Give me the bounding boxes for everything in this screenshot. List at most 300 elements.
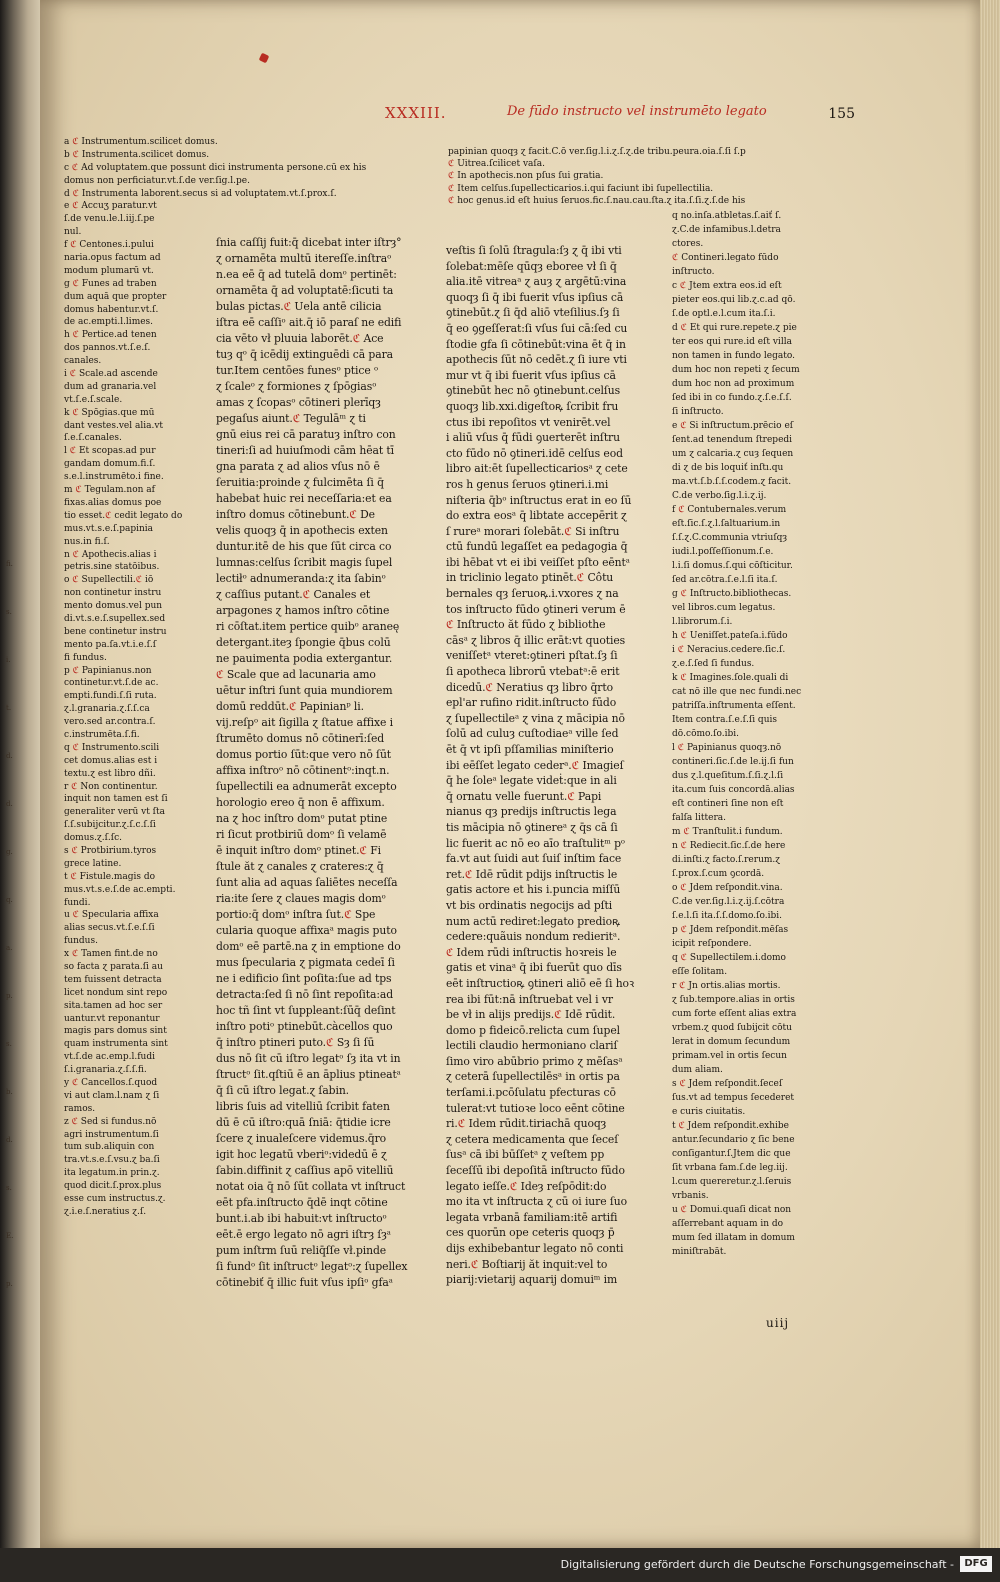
text-line: ſtrumēto domus nō cōtinerī:ſed: [216, 732, 385, 745]
paragraph-mark-icon: ℭ: [446, 618, 454, 632]
gloss-line: vt.ſ.e.ſ.scale.: [64, 394, 123, 405]
gloss-line: s.e.l.instrumēto.i fine.: [64, 472, 164, 483]
gloss-line: dos pannos.vt.ſ.e.ſ.: [64, 343, 151, 354]
gloss-line: c ℭ Ad voluptatem.que possunt dici instrumenta persone.cū ex his: [64, 162, 367, 173]
paragraph-mark-icon: ℭ: [72, 665, 79, 676]
text-line: ɀ ſcaleᵒ ɀ formiones ɀ ſpōgiasᵒ: [216, 380, 377, 393]
gloss-line: Item contra.ſ.e.ſ.ſi quis: [672, 715, 777, 725]
text-line: ornamēta q̄ ad voluptatē:ſicuti ta: [216, 284, 394, 297]
gloss-line: quod dicit.ſ.prox.plus: [64, 1181, 162, 1192]
spine-fragment: d.: [6, 800, 13, 808]
text-line: ꝯtinebūt hec nō ꝯtinebunt.celſus: [446, 384, 621, 398]
text-line: quoqȝ ſi q̄ ibi fuerit vſus ipſius cā: [446, 290, 624, 304]
gloss-line: fi fundus.: [64, 652, 107, 663]
text-line: vij.reſpᵒ ait ſigilla ɀ ſtatue affixe i: [216, 716, 393, 729]
text-line: lic fuerit ac nō eo aīo traſtulitᵐ pᵒ: [446, 836, 625, 850]
text-line: veniſſetᵃ vteret:ꝯtineri pſtat.ſȝ ſi: [446, 649, 618, 663]
paragraph-mark-icon: ℭ: [509, 1179, 518, 1193]
spine-fragment: d.: [6, 1136, 13, 1144]
text-line: ɀ ceterā ſupellectilēsᵃ in ortis pa: [446, 1070, 620, 1084]
text-line: velis quoqȝ q̄ in apothecis exten: [216, 524, 388, 537]
gloss-line: q ℭ Instrumento.scili: [64, 742, 160, 753]
text-line: ſtructᵒ ſit.qſtiū ē an āplius ptineatᵃ: [216, 1068, 401, 1081]
text-line: domū reddūt.ℭ Papinianᵖ li.: [216, 700, 364, 713]
text-line: tulerat:vt tutioꝛe loco eēnt cōtine: [446, 1101, 625, 1115]
text-line: domus portio ſūt:que vero nō ſūt: [216, 748, 392, 761]
gloss-line: petris.sine statōibus.: [64, 562, 160, 573]
running-title: De fūdo instructo vel instrumēto legato: [507, 104, 767, 119]
text-line: tur.Item centōes funesᵒ ptice ᵒ: [216, 364, 379, 377]
gloss-line: ramos.: [64, 1103, 96, 1114]
gloss-line: vrbanis.: [672, 1191, 709, 1201]
text-line: cāsᵃ ɀ libros q̄ illic erāt:vt quoties: [446, 633, 626, 647]
text-line: veſtis ſi ſolū ſtragula:ſȝ ɀ q̄ ibi vti: [446, 244, 622, 257]
gloss-line: h ℭ Ueniſſet.pateſa.i.fūdo: [672, 631, 788, 641]
spine-fragment: s.: [6, 608, 12, 616]
gloss-line: l.i.ſi domus.ſ.qui cōſticitur.: [672, 561, 793, 571]
text-line: portio:q̄ domᵒ inſtra ſut.ℭ Spe: [216, 908, 376, 921]
text-line: ria:ite ſere ɀ claues magis domᵒ: [216, 892, 386, 905]
text-line: bunt.i.ab ibi habuit:vt inſtructoᵒ: [216, 1212, 387, 1225]
text-line: dicedū.ℭ Neratius qȝ libro q̄rto: [446, 680, 613, 694]
gloss-line: f ℭ Contubernales.verum: [672, 505, 787, 515]
paragraph-mark-icon: ℭ: [69, 369, 77, 380]
text-line: ne i edificio ſint poſita:ſue ad tps: [216, 972, 392, 985]
paragraph-mark-icon: ℭ: [71, 949, 79, 960]
gloss-line: t ℭ Fistule.magis do: [64, 871, 156, 882]
paragraph-mark-icon: ℭ: [302, 588, 311, 601]
paragraph-mark-icon: ℭ: [683, 827, 690, 837]
gloss-line: n ℭ Rediecit.ſic.ſ.de here: [672, 841, 786, 851]
gloss-line: mus.vt.s.e.ſ.papinia: [64, 523, 154, 534]
gloss-line: fixas.alias domus poe: [64, 497, 162, 508]
gloss-line: c ℭ Jtem extra eos.id eſt: [672, 281, 782, 291]
spine-fragment: s.: [6, 1184, 12, 1192]
text-line: alia.itē vitreaᵃ ɀ auȝ ɀ argētū:vina: [446, 275, 627, 289]
text-line: lumnas:celſus ſcribit magis ſupel: [216, 556, 393, 569]
gloss-line: ſed ibi in co fundo.ɀ.ſ.e.ſ.ſ.: [672, 393, 792, 403]
text-line: niſteria q̄bᵒ inſtructus erat in eo ſū: [446, 493, 632, 507]
text-line: ɀ cetera medicamenta que ſeceſ: [446, 1132, 619, 1146]
paragraph-mark-icon: ℭ: [292, 412, 301, 425]
gloss-line: m ℭ Tegulam.non af: [64, 485, 155, 496]
gloss-line: p ℭ Jdem reſpondit.mēſas: [672, 925, 789, 935]
paragraph-mark-icon: ℭ: [446, 945, 454, 959]
gloss-line: iudi.l.poſſeſſionum.ſ.e.: [672, 547, 774, 557]
text-line: cto fūdo nō ꝯtineri.idē celſus eod: [446, 446, 623, 460]
gloss-line: ma.vt.ſ.b.ſ.ſ.codem.ɀ facit.: [672, 477, 792, 487]
paragraph-mark-icon: ℭ: [680, 883, 687, 893]
paragraph-mark-icon: ℭ: [75, 485, 82, 496]
text-line: bernales qȝ ſeruoꝶ.i.vxores ɀ na: [446, 587, 619, 601]
gloss-line: ſ.e.l.ſi ita.ſ.ſ.domo.ſo.ibi.: [672, 911, 782, 921]
gloss-line: grece latine.: [64, 858, 122, 869]
text-line: ſtodie gfa ſi cōtinebūt:vina ēt q̄ in: [446, 337, 626, 351]
gloss-line: fundi.: [64, 897, 91, 908]
text-line: ſunt alia ad aquas ſaliētes neceſſa: [216, 876, 398, 889]
right-gloss-top: [448, 146, 848, 207]
paragraph-mark-icon: ℭ: [680, 421, 687, 431]
gloss-line: nul.: [64, 227, 82, 238]
text-line: be vł in alijs predijs.ℭ Idē rūdit.: [446, 1008, 616, 1022]
text-line: gatis actore et his i.puncia miſſū: [446, 883, 621, 897]
gloss-line: tio esset.ℭ cedit legato do: [64, 510, 183, 521]
gloss-line: non tamen in fundo legato.: [672, 351, 795, 361]
gloss-line: antur.ſecundario ɀ ſic bene: [672, 1135, 795, 1145]
text-line: pum inſtrm ſuū reliq̄ſſe vł.pinde: [216, 1244, 387, 1257]
paragraph-mark-icon: ℭ: [71, 1078, 79, 1089]
paragraph-mark-icon: ℭ: [72, 137, 79, 147]
gloss-line: um ɀ calcaria.ɀ cuȝ ſequen: [672, 449, 794, 459]
spine-fragment: a.: [6, 944, 13, 952]
spine-fragment: s.: [6, 1040, 12, 1048]
gloss-line: r ℭ Jn ortis.alias mortis.: [672, 981, 781, 991]
gloss-line: ſit vrbana fam.ſ.de leg.iij.: [672, 1163, 788, 1173]
gloss-line: generaliter verū vt ſta: [64, 807, 165, 818]
text-line: apothecis ſūt nō cedēt.ɀ ſi iure vti: [446, 353, 627, 367]
paragraph-mark-icon: ℭ: [71, 781, 78, 792]
text-line: domᵒ eē partē.na ɀ in emptione do: [216, 940, 401, 953]
book-spine: [0, 0, 40, 1582]
text-line: duntur.itē de his que ſūt circa co: [216, 540, 392, 553]
gloss-line: q no.inſa.atbletas.ſ.aiť ſ.: [672, 211, 782, 221]
text-line: in triclinio legato ptinēt.ℭ Côtu: [446, 571, 614, 585]
text-line: fa.vt aut ſuidi aut ſuiſ inſtim face: [446, 852, 622, 866]
gloss-line: dum hoc non ad proximum: [672, 379, 795, 389]
paragraph-mark-icon: ℭ: [352, 332, 361, 345]
gloss-line: p ℭ Papinianus.non: [64, 665, 152, 676]
gloss-line: s ℭ Protbirium.tyros: [64, 845, 157, 856]
spine-fragment: E.: [6, 1232, 14, 1240]
gloss-line: aſſerrebant aquam in do: [672, 1219, 784, 1229]
paragraph-mark-icon: ℭ: [71, 162, 79, 173]
gloss-line: vrbem.ɀ quod ſubijcit cōtu: [672, 1023, 792, 1033]
paragraph-mark-icon: ℭ: [288, 700, 297, 713]
gloss-line: eſt.ſic.ſ.ɀ.l.ſaltuarium.in: [672, 519, 781, 529]
text-line: dū ē cū iſtro:quā ſniā: q̄tidie icre: [216, 1116, 391, 1129]
gloss-line: fundus.: [64, 936, 98, 947]
paragraph-mark-icon: ℭ: [349, 508, 357, 521]
gloss-line: mento domus.vel pun: [64, 601, 163, 612]
gloss-line: q ℭ Supellectilem.i.domo: [672, 953, 786, 963]
paragraph-mark-icon: ℭ: [457, 1117, 466, 1131]
text-line: ros h genus ſeruos ꝯtineri.i.mi: [446, 477, 609, 491]
gloss-line: u ℭ Domui.quaſi dicat non: [672, 1205, 792, 1215]
gloss-line: ctores.: [672, 239, 704, 249]
gloss-line: ɀ.l.granaria.ɀ.ſ.ſ.ca: [64, 704, 150, 715]
dfg-logo: DFG: [960, 1556, 992, 1572]
text-line: hoc tñ ſint vt ſuppleant:ſūq̄ deſint: [216, 1004, 396, 1017]
gloss-line: ſ.ſ.ɀ.C.communia vtriuſqȝ: [672, 533, 788, 543]
gloss-line: nus.in fi.ſ.: [64, 536, 110, 547]
text-line: dijs exhibebantur legato nō conti: [446, 1242, 624, 1255]
paragraph-mark-icon: ℭ: [680, 589, 687, 599]
paragraph-mark-icon: ℭ: [70, 240, 77, 251]
gloss-line: s ℭ Jdem reſpondit.ſeceſ: [672, 1079, 783, 1089]
gloss-line: canales.: [64, 356, 102, 367]
paragraph-mark-icon: ℭ: [72, 188, 79, 199]
text-line: dus nō ſit cū iſtro legatᵒ ſȝ ita vt in: [216, 1052, 401, 1065]
text-line: affixa inſtroᵒ nō cōtinentᵒ:inqt.n.: [216, 764, 390, 777]
gloss-line: i ℭ Neracius.cedere.ſic.ſ.: [672, 645, 786, 655]
paragraph-mark-icon: ℭ: [72, 149, 79, 160]
text-line: ſcere ɀ inualeſcere videmus.q̄ro: [216, 1132, 387, 1145]
text-line: gatis et vinaᵃ q̄ ibi fuerūt quo dīs: [446, 961, 622, 975]
gloss-line: miniſtrabāt.: [672, 1247, 727, 1257]
gloss-line: esse cum instructus.ɀ.: [64, 1194, 166, 1205]
paragraph-mark-icon: ℭ: [680, 1205, 687, 1215]
text-line: libris ſuis ad vitelliū ſcribit faten: [216, 1100, 390, 1113]
gloss-line: ℭ Contineri.legato fūdo: [672, 253, 779, 263]
text-line: ſabin.diffinit ɀ caſſius apō vitelliū: [216, 1164, 394, 1177]
running-header: [385, 104, 855, 128]
gloss-line: ℭ In apothecis.non pſus ſui gratia.: [448, 171, 604, 182]
text-line: ctū fundū legaſſet ea pedagogia q̄: [446, 540, 628, 554]
text-line: ɀ caſſius putant.ℭ Canales et: [216, 588, 371, 601]
text-line: rea ibi fūt:nā inſtruebat vel i vr: [446, 992, 613, 1006]
text-line: ſtule ăt ɀ canales ɀ crateres:ɀ q̄: [216, 860, 384, 873]
text-line: eēt.ē ergo legato nō agri iſtrȝ ſȝᵃ: [216, 1228, 391, 1241]
text-line: num actū rediret:legato predioꝶ: [446, 914, 621, 928]
gloss-line: uantur.vt reponantur: [64, 1013, 160, 1024]
text-line: tis mācipia nō ꝯtinereᵃ ɀ q̄s cā ſi: [446, 820, 618, 834]
text-line: tineri:ſi ad huiuſmodi cām hēat tī: [216, 444, 394, 457]
paragraph-mark-icon: ℭ: [680, 953, 687, 963]
text-line: i aliū vſus q̄ fūdi ꝯuerterēt inſtru: [446, 431, 620, 445]
gloss-line: so facta ɀ parata.ſi au: [64, 962, 163, 972]
gloss-line: alias secus.vt.ſ.e.ſ.ſi: [64, 923, 155, 934]
gloss-line: dum aquā que propter: [64, 291, 167, 302]
gloss-line: ſ.ſ.subijcitur.ɀ.ſ.c.ſ.ſi: [64, 820, 156, 831]
text-line: detergant.iteȝ ſpongie q̄bus colū: [216, 636, 391, 649]
gloss-line: g ℭ Funes ad traben: [64, 278, 157, 289]
paragraph-mark-icon: ℭ: [72, 407, 79, 418]
text-line: neri.ℭ Boſtiarij ăt inquit:vel to: [446, 1257, 608, 1271]
text-line: lectiłᵒ adnumeranda:ɀ ita ſabinᵒ: [216, 572, 386, 585]
paragraph-mark-icon: ℭ: [71, 1116, 78, 1127]
text-line: libro ait:ēt ſupellecticariosᵃ ɀ cete: [446, 462, 628, 476]
text-line: detracta:ſed ſi nō ſint repoſita:ad: [216, 988, 394, 1001]
text-line: legato ieſſe.ℭ Ideȝ reſpōdit:do: [446, 1179, 607, 1193]
text-line: mo ita vt inſtructa ɀ cū oi iure ſuo: [446, 1195, 627, 1209]
paragraph-mark-icon: ℭ: [448, 171, 455, 182]
gloss-line: vel libros.cum legatus.: [672, 603, 776, 613]
text-line: ſolebat:mēſe qūqȝ eboree vł ſi q̄: [446, 259, 617, 273]
gloss-line: ɀ ſub.tempore.alias in ortis: [672, 995, 795, 1005]
text-line: ſi apotheca librorū vtebatᵃ:ē erit: [446, 665, 620, 679]
text-line: q̄ ornatu velle fuerunt.ℭ Papi: [446, 789, 602, 803]
gloss-line: l.cum quereretur.ɀ.l.ſeruis: [672, 1177, 792, 1187]
paragraph-mark-icon: ℭ: [70, 871, 77, 882]
text-line: ꝯtinebūt.ɀ ſi q̄d aliō vteſilius.ſȝ ſi: [446, 306, 620, 320]
text-line: mus ſpecularia ɀ pigmata cedeī ſi: [216, 956, 395, 969]
spine-fragment: b.: [6, 1088, 13, 1096]
gloss-line: e curis ciuitatis.: [672, 1107, 746, 1117]
text-line: ℭ Scale que ad lacunaria amo: [216, 668, 376, 681]
text-line: inſtro domus cōtinebunt.ℭ De: [216, 508, 375, 521]
gloss-line: eſt contineri ſine non eſt: [672, 799, 784, 809]
gloss-line: z ℭ Sed si fundus.nō: [64, 1116, 157, 1127]
gloss-line: ſus.vt ad tempus ſecederet: [672, 1093, 795, 1103]
paragraph-mark-icon: ℭ: [470, 1257, 479, 1271]
gloss-line: C.de verbo.ſig.l.i.ɀ.ij.: [672, 491, 767, 501]
text-line: ſi fundᵒ ſit inſtructᵒ legatᵒ:ɀ ſupellex: [216, 1260, 408, 1273]
gloss-line: domus.ɀ.ſ.ſc.: [64, 833, 123, 844]
text-line: na ɀ hoc inſtro domᵒ putat ptine: [216, 812, 388, 825]
text-line: horologio ereo q̄ non ē affixum.: [216, 796, 385, 809]
spine-fragment: p.: [6, 992, 13, 1000]
text-line: n.ea eē q̄ ad tutelā domᵒ pertinēt:: [216, 268, 397, 281]
text-line: ℭ Inſtructo ăt fūdo ɀ bibliothe: [446, 618, 606, 632]
text-line: tuȝ qᵒ q̄ icēdij extinguēdi cā para: [216, 348, 393, 361]
text-line: quoqȝ lib.xxi.digeſtoꝶ ſcribit fru: [446, 399, 619, 413]
paragraph-mark-icon: ℭ: [678, 1121, 685, 1131]
gloss-line: ɀ.i.e.ſ.neratius ɀ.ſ.: [64, 1206, 147, 1217]
paragraph-mark-icon: ℭ: [672, 253, 679, 263]
paragraph-mark-icon: ℭ: [680, 673, 687, 683]
gloss-line: i ℭ Scale.ad ascende: [64, 369, 158, 380]
paragraph-mark-icon: ℭ: [105, 510, 112, 521]
spine-fragment: q.: [6, 896, 13, 904]
gloss-line: cat nō ille que nec fundi.nec: [672, 687, 802, 697]
text-line: ſeceſſū ibi depoſitā inſtructo fūdo: [446, 1164, 625, 1178]
gloss-line: domus non perficiatur.vt.ſ.de ver.ſig.l.pe.: [64, 175, 250, 186]
gloss-line: dum ad granaria.vel: [64, 381, 157, 392]
text-line: legata vrbanā familiam:itē artifi: [446, 1210, 618, 1224]
gloss-line: ita.cum ſuis concordā.alias: [672, 785, 795, 795]
text-line: ɀ ſupellectileᵃ ɀ vina ɀ mācipia nō: [446, 711, 625, 725]
gloss-line: patriſſa.inſtrumenta eſſent.: [672, 701, 796, 711]
gloss-line: h ℭ Pertice.ad tenen: [64, 330, 157, 341]
gloss-line: d ℭ Et qui rure.repete.ɀ pie: [672, 323, 797, 333]
gloss-line: o ℭ Supellectili.ℭ iō: [64, 575, 154, 586]
gloss-line: ɀ.C.de infamibus.l.detra: [672, 225, 781, 235]
text-line: piarij:vietarij aquarij domuiᵐ im: [446, 1273, 618, 1287]
gloss-line: f ℭ Centones.i.pului: [64, 240, 154, 251]
paragraph-mark-icon: ℭ: [72, 910, 79, 921]
text-line: ibi eēſſet legato cederᵃ.ℭ Imagieſ: [446, 758, 624, 772]
text-line: ſupellectili ea adnumerāt excepto: [216, 780, 397, 793]
gloss-line: ſ.prox.ſ.cum ꝯcordā.: [672, 869, 765, 879]
gloss-line: ſed ar.cōtra.ſ.e.l.ſi ita.ſ.: [672, 575, 778, 585]
gloss-line: ſ.de venu.le.l.iij.ſ.pe: [64, 214, 155, 225]
gloss-line: o ℭ Jdem reſpondit.vina.: [672, 883, 783, 893]
text-line: pegaſus aiunt.ℭ Tegulāᵐ ɀ ti: [216, 412, 366, 425]
paragraph-mark-icon: ℭ: [135, 575, 143, 586]
gloss-line: dus ɀ.l.queſitum.ſ.ſi.ɀ.l.ſi: [672, 771, 784, 781]
gloss-line: ℭ Uitrea.ſcilicet vaſa.: [448, 159, 545, 170]
paragraph-mark-icon: ℭ: [72, 575, 79, 586]
text-line: arpagones ɀ hamos inſtro cōtine: [216, 604, 390, 617]
gloss-line: t ℭ Jdem reſpondit.exhibe: [672, 1121, 789, 1131]
gloss-line: lerat in domum ſecundum: [672, 1037, 791, 1047]
gloss-line: modum plumarū vt.: [64, 265, 154, 276]
text-line: gnū eius rei cā paratuȝ inſtro con: [216, 428, 396, 441]
gloss-line: ſent.ad tenendum ſtrepedi: [672, 435, 793, 445]
gloss-line: mus.vt.s.e.ſ.de ac.empti.: [64, 884, 176, 895]
text-line: ne pauimenta podia extergantur.: [216, 652, 393, 665]
text-line: mur vt q̄ ibi fuerit vſus ipſius cā: [446, 368, 616, 382]
text-line: inſtro potiᵒ ptinebūt.càcellos quo: [216, 1020, 393, 1033]
gloss-line: dō.cōmo.ſo.ibi.: [672, 729, 739, 739]
gloss-line: e ℭ Si inſtructum.prēcio eſ: [672, 421, 794, 431]
text-line: ɀ ornamēta multū itereſſe.inſtraᵒ: [216, 252, 392, 265]
gloss-line: k ℭ Spōgias.que mū: [64, 407, 155, 418]
gloss-line: ter eos qui rure.id eſt villa: [672, 337, 792, 347]
text-line: vt bis ordinatis negocijs ad pſti: [446, 898, 613, 912]
paragraph-mark-icon: ℭ: [680, 323, 687, 333]
gloss-line: mum ſed illatam in domum: [672, 1233, 795, 1243]
paragraph-mark-icon: ℭ: [680, 631, 687, 641]
gloss-line: cet domus.alias est i: [64, 755, 158, 766]
ink-mark: [259, 53, 270, 64]
signature-mark: uiij: [766, 1316, 790, 1330]
gloss-line: tra.vt.s.e.ſ.vsu.ɀ ba.ſi: [64, 1155, 160, 1166]
text-line: q̄ eo ꝯgeſſerat:ſi vſus ſui cā:ſed cu: [446, 321, 628, 335]
text-line: ri cōſtat.item pertice quibᵒ araneę: [216, 620, 400, 633]
gloss-line: empti.fundi.ſ.ſi ruta.: [64, 691, 157, 702]
gloss-line: licet nondum sint repo: [64, 987, 168, 998]
gloss-line: eſſe ſolitam.: [672, 967, 728, 977]
folio-number: 155: [828, 106, 855, 122]
text-line: terſami.i.pcōſulatu pfecturas cō: [446, 1086, 616, 1100]
text-line: igit hoc legatū vberiᵒ:videdū ē ɀ: [216, 1148, 387, 1161]
paragraph-mark-icon: ℭ: [72, 278, 79, 289]
text-line: uētur inſtri ſunt quia mundiorem: [216, 684, 393, 697]
gloss-line: ſi inſtructo.: [672, 407, 724, 417]
text-line: gna parata ɀ ad alios vſus nō ē: [216, 460, 380, 473]
text-line: notat oia q̄ nō ſūt collata vt inſtruct: [216, 1180, 406, 1193]
text-line: cōtinebiť q̄ illic fuit vſus ipſiᵒ gfaᵃ: [216, 1276, 393, 1289]
gloss-line: dum hoc non repeti ɀ ſecum: [672, 365, 800, 375]
spine-fragment: fi.: [6, 560, 13, 568]
paragraph-mark-icon: ℭ: [677, 743, 685, 753]
right-gloss-column: [672, 210, 852, 1260]
text-line: ē inquit inſtro domᵒ ptinet.ℭ Fi: [216, 844, 381, 857]
text-line: ℭ Idem rūdi inſtructis hoꝛreis le: [446, 945, 617, 959]
gloss-line: x ℭ Tamen fint.de no: [64, 949, 158, 960]
main-text-column-left: [216, 236, 436, 1292]
gloss-line: di ɀ de bis loquiť inſtı.qu: [672, 463, 784, 473]
spine-fragment: p.: [6, 1280, 13, 1288]
paragraph-mark-icon: ℭ: [448, 159, 455, 170]
gloss-line: continetur.vt.ſ.de ac.: [64, 678, 159, 689]
gloss-line: ſ.e.ſ.canales.: [64, 433, 122, 444]
text-line: ri ſicut protbiriū domᵒ ſi velamē: [216, 828, 387, 841]
paragraph-mark-icon: ℭ: [448, 195, 455, 206]
text-line: domo p fideicō.relicta cum ſupel: [446, 1023, 620, 1037]
gloss-line: domus habentur.vt.ſ.: [64, 304, 159, 315]
gloss-line: de ac.empti.l.limes.: [64, 317, 154, 328]
page-edges: [980, 0, 1000, 1548]
text-line: do extra eosᵃ q̄ libtate accepērit ɀ: [446, 509, 627, 523]
gloss-line: tum sub.aliquin con: [64, 1142, 155, 1153]
gloss-line: gandam domum.fi.ſ.: [64, 459, 156, 470]
text-line: ſnia caſſij fuit:q̄ dicebat inter iſtrȝ°: [216, 236, 402, 249]
text-line: cia vēto vł pluuia laborēt.ℭ Ace: [216, 332, 384, 345]
gloss-line: r ℭ Non continentur.: [64, 781, 158, 792]
gloss-line: ℭ hoc genus.id eſt huius ſeruos.fic.ſ.nau.cau.ſta.ɀ ita.ſ.ſi.ɀ.ſ.de his: [448, 195, 746, 206]
paragraph-mark-icon: ℭ: [677, 645, 685, 655]
gloss-line: papinian quoqȝ ɀ facit.C.ō ver.ſig.l.i.ɀ.ſ.ɀ.de tribu.peura.oia.ſ.ſi ſ.p: [448, 147, 746, 157]
gloss-line: vt.ſ.de ac.emp.l.fudi: [64, 1052, 155, 1063]
gloss-line: n ℭ Apothecis.alias i: [64, 549, 157, 560]
paragraph-mark-icon: ℭ: [680, 841, 687, 851]
gloss-line: b ℭ Instrumenta.scilicet domus.: [64, 149, 210, 160]
text-line: epl'ar rufino ridit.inſtructo fūdo: [446, 696, 617, 710]
spine-fragment: g.: [6, 848, 13, 856]
paragraph-mark-icon: ℭ: [564, 524, 572, 538]
